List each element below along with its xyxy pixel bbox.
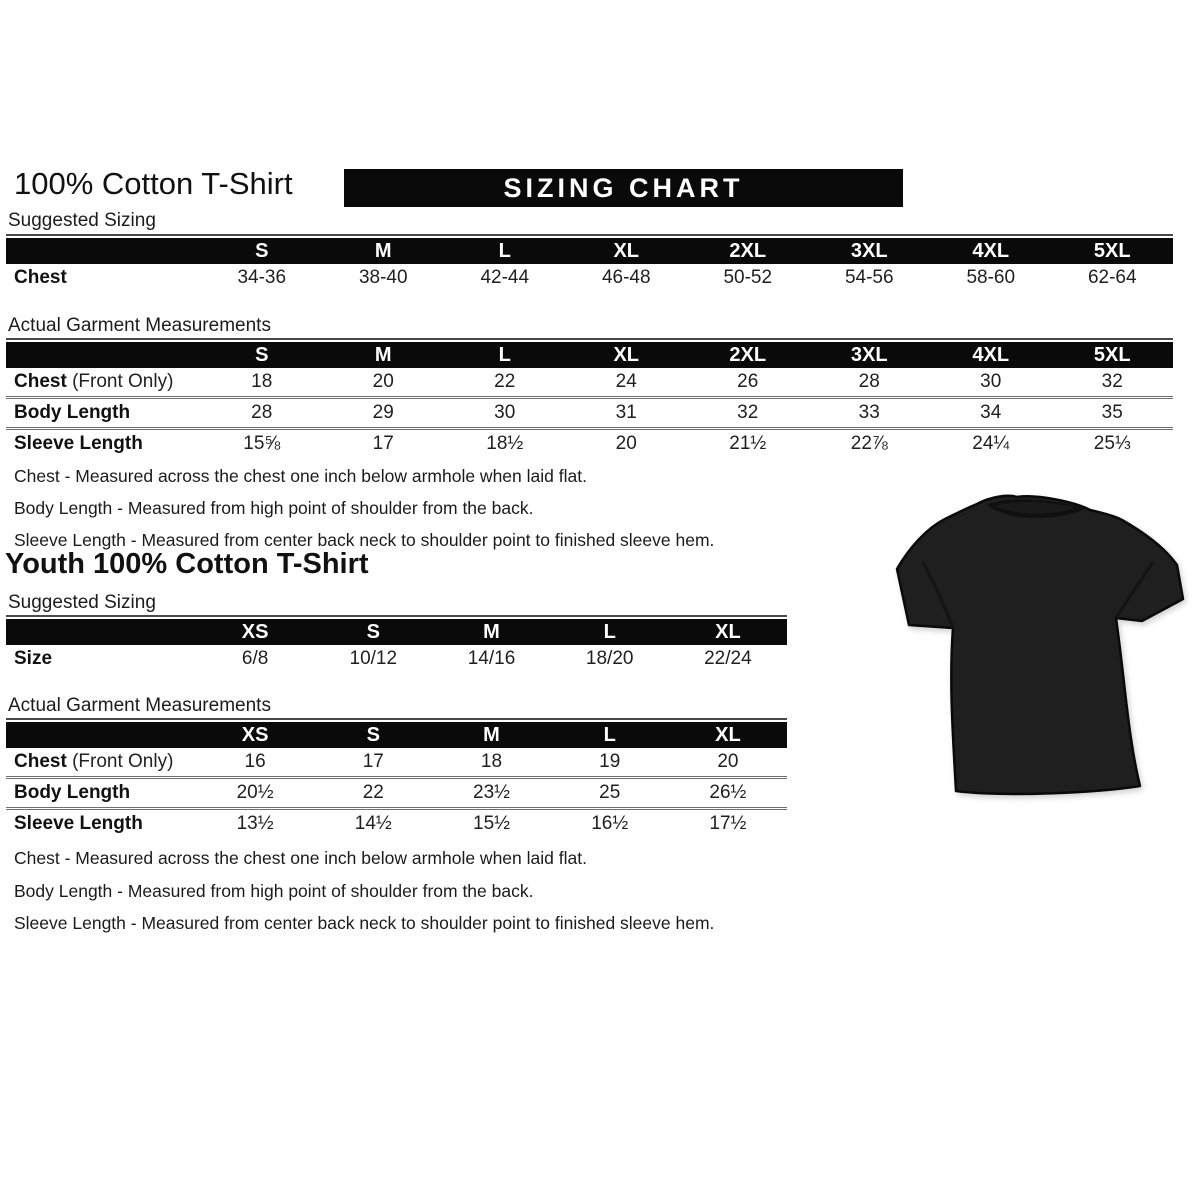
cell: 22/24	[704, 648, 752, 669]
adult-suggested-sizing-label: Suggested Sizing	[8, 210, 156, 231]
row-label-text: Sleeve Length	[14, 813, 143, 834]
cell: 17½	[709, 813, 747, 834]
row-label	[6, 648, 196, 670]
cell: 22⅞	[850, 433, 888, 454]
cell: 32	[737, 402, 759, 423]
row-label-note: (Front Only)	[66, 751, 174, 772]
note-line: Sleeve Length - Measured from center back neck to shoulder point to finished sleeve hem.	[14, 913, 715, 933]
row-label	[6, 433, 201, 455]
col-header: XL	[715, 723, 741, 746]
cell: 58-60	[966, 267, 1016, 288]
cell: 13½	[236, 813, 274, 834]
col-header: M	[374, 343, 392, 366]
table-row	[6, 396, 1173, 427]
table-row	[6, 368, 1173, 396]
cell: 26½	[709, 782, 747, 803]
cell: 30	[980, 371, 1002, 392]
cell: 24	[615, 371, 637, 392]
youth-actual-measurements-label: Actual Garment Measurements	[8, 695, 271, 716]
row-label-text: Body Length	[14, 402, 131, 423]
cell: 16	[244, 751, 266, 772]
cell: 25⅓	[1093, 433, 1131, 454]
cell: 62-64	[1087, 267, 1137, 288]
table-row	[6, 748, 787, 776]
cell: 54-56	[844, 267, 894, 288]
col-header: 5XL	[1093, 239, 1131, 262]
table-row	[6, 776, 787, 807]
col-header: S	[255, 343, 269, 366]
col-header: 4XL	[972, 239, 1010, 262]
adult-measurement-notes	[14, 460, 714, 556]
row-label	[6, 371, 201, 393]
col-header: XL	[715, 620, 741, 643]
youth-section-title: Youth 100% Cotton T-Shirt	[5, 548, 369, 580]
tshirt-graphic	[895, 492, 1187, 800]
col-header: 3XL	[850, 239, 888, 262]
col-header: XS	[241, 620, 269, 643]
adult-actual-measurements-label: Actual Garment Measurements	[8, 315, 271, 336]
cell: 22	[362, 782, 384, 803]
cell: 24¼	[972, 433, 1010, 454]
note-line: Sleeve Length - Measured from center back neck to shoulder point to finished sleeve hem.	[14, 530, 715, 550]
cell: 20½	[236, 782, 274, 803]
note-line: Body Length - Measured from high point of shoulder from the back.	[14, 880, 534, 901]
col-header: M	[483, 723, 500, 746]
row-label-text: Size	[14, 648, 53, 669]
cell: 15⅝	[243, 433, 281, 454]
col-header: S	[366, 620, 380, 643]
cell: 50-52	[723, 267, 773, 288]
cell: 34	[980, 402, 1002, 423]
cell: 34-36	[237, 267, 287, 288]
cell: 25	[599, 782, 621, 803]
col-header: S	[366, 723, 380, 746]
col-header: 5XL	[1093, 343, 1131, 366]
cell: 18½	[486, 433, 524, 454]
row-label	[6, 751, 196, 773]
row-label	[6, 267, 201, 289]
cell: 17	[362, 751, 384, 772]
cell: 28	[858, 371, 880, 392]
col-header: 4XL	[972, 343, 1010, 366]
tshirt-body-shape	[897, 496, 1183, 794]
col-header: XL	[613, 239, 640, 262]
row-label-text: Chest	[14, 751, 67, 772]
table-header-row	[6, 619, 787, 645]
note-line: Chest - Measured across the chest one inch below armhole when laid flat.	[14, 466, 587, 486]
col-header: L	[603, 723, 616, 746]
youth-suggested-sizing-table	[6, 615, 787, 673]
row-label	[6, 782, 196, 804]
row-label-text: Sleeve Length	[14, 433, 143, 454]
table-row	[6, 807, 787, 838]
cell: 46-48	[601, 267, 651, 288]
cell: 26	[737, 371, 759, 392]
cell: 32	[1101, 371, 1123, 392]
cell: 29	[372, 402, 394, 423]
col-header: M	[374, 239, 392, 262]
cell: 19	[599, 751, 621, 772]
row-label-text: Body Length	[14, 782, 131, 803]
cell: 16½	[591, 813, 629, 834]
cell: 10/12	[349, 648, 398, 669]
col-header: 2XL	[729, 239, 767, 262]
cell: 17	[372, 433, 394, 454]
cell: 20	[717, 751, 739, 772]
col-header: XS	[241, 723, 269, 746]
col-header: L	[603, 620, 616, 643]
adult-suggested-sizing-table	[6, 234, 1173, 292]
col-header: XL	[613, 343, 640, 366]
table-row	[6, 264, 1173, 292]
cell: 18/20	[585, 648, 634, 669]
adult-actual-measurements-table	[6, 338, 1173, 458]
cell: 30	[494, 402, 516, 423]
col-header: M	[483, 620, 500, 643]
youth-suggested-sizing-label: Suggested Sizing	[8, 592, 156, 613]
cell: 15½	[473, 813, 510, 834]
table-row	[6, 427, 1173, 458]
cell: 38-40	[358, 267, 408, 288]
table-header-row	[6, 238, 1173, 264]
cell: 6/8	[241, 648, 269, 669]
row-label-text: Chest	[14, 371, 67, 392]
sizing-chart-banner: SIZING CHART	[344, 169, 903, 207]
row-label-note: (Front Only)	[66, 371, 174, 392]
row-label	[6, 402, 201, 424]
cell: 20	[615, 433, 637, 454]
cell: 14/16	[467, 648, 516, 669]
cell: 33	[858, 402, 880, 423]
note-line: Chest - Measured across the chest one inch below armhole when laid flat.	[14, 848, 587, 868]
col-header: L	[498, 239, 511, 262]
col-header: S	[255, 239, 269, 262]
row-label-text: Chest	[14, 267, 67, 288]
cell: 20	[372, 371, 394, 392]
row-label	[6, 813, 196, 835]
table-header-row	[6, 722, 787, 748]
cell: 14½	[354, 813, 392, 834]
cell: 31	[615, 402, 637, 423]
cell: 18	[480, 751, 503, 772]
cell: 28	[251, 402, 273, 423]
cell: 42-44	[480, 267, 530, 288]
table-header-row	[6, 342, 1173, 368]
col-header: 3XL	[850, 343, 888, 366]
table-row	[6, 645, 787, 673]
youth-actual-measurements-table	[6, 718, 787, 838]
page-title: 100% Cotton T-Shirt	[14, 166, 293, 201]
cell: 21½	[729, 433, 767, 454]
cell: 23½	[473, 782, 510, 803]
black-tshirt-image	[895, 492, 1187, 800]
col-header: 2XL	[729, 343, 767, 366]
cell: 22	[494, 371, 516, 392]
youth-measurement-notes	[14, 842, 714, 940]
col-header: L	[498, 343, 511, 366]
cell: 18	[251, 371, 273, 392]
cell: 35	[1101, 402, 1123, 423]
note-line: Body Length - Measured from high point of shoulder from the back.	[14, 498, 534, 518]
